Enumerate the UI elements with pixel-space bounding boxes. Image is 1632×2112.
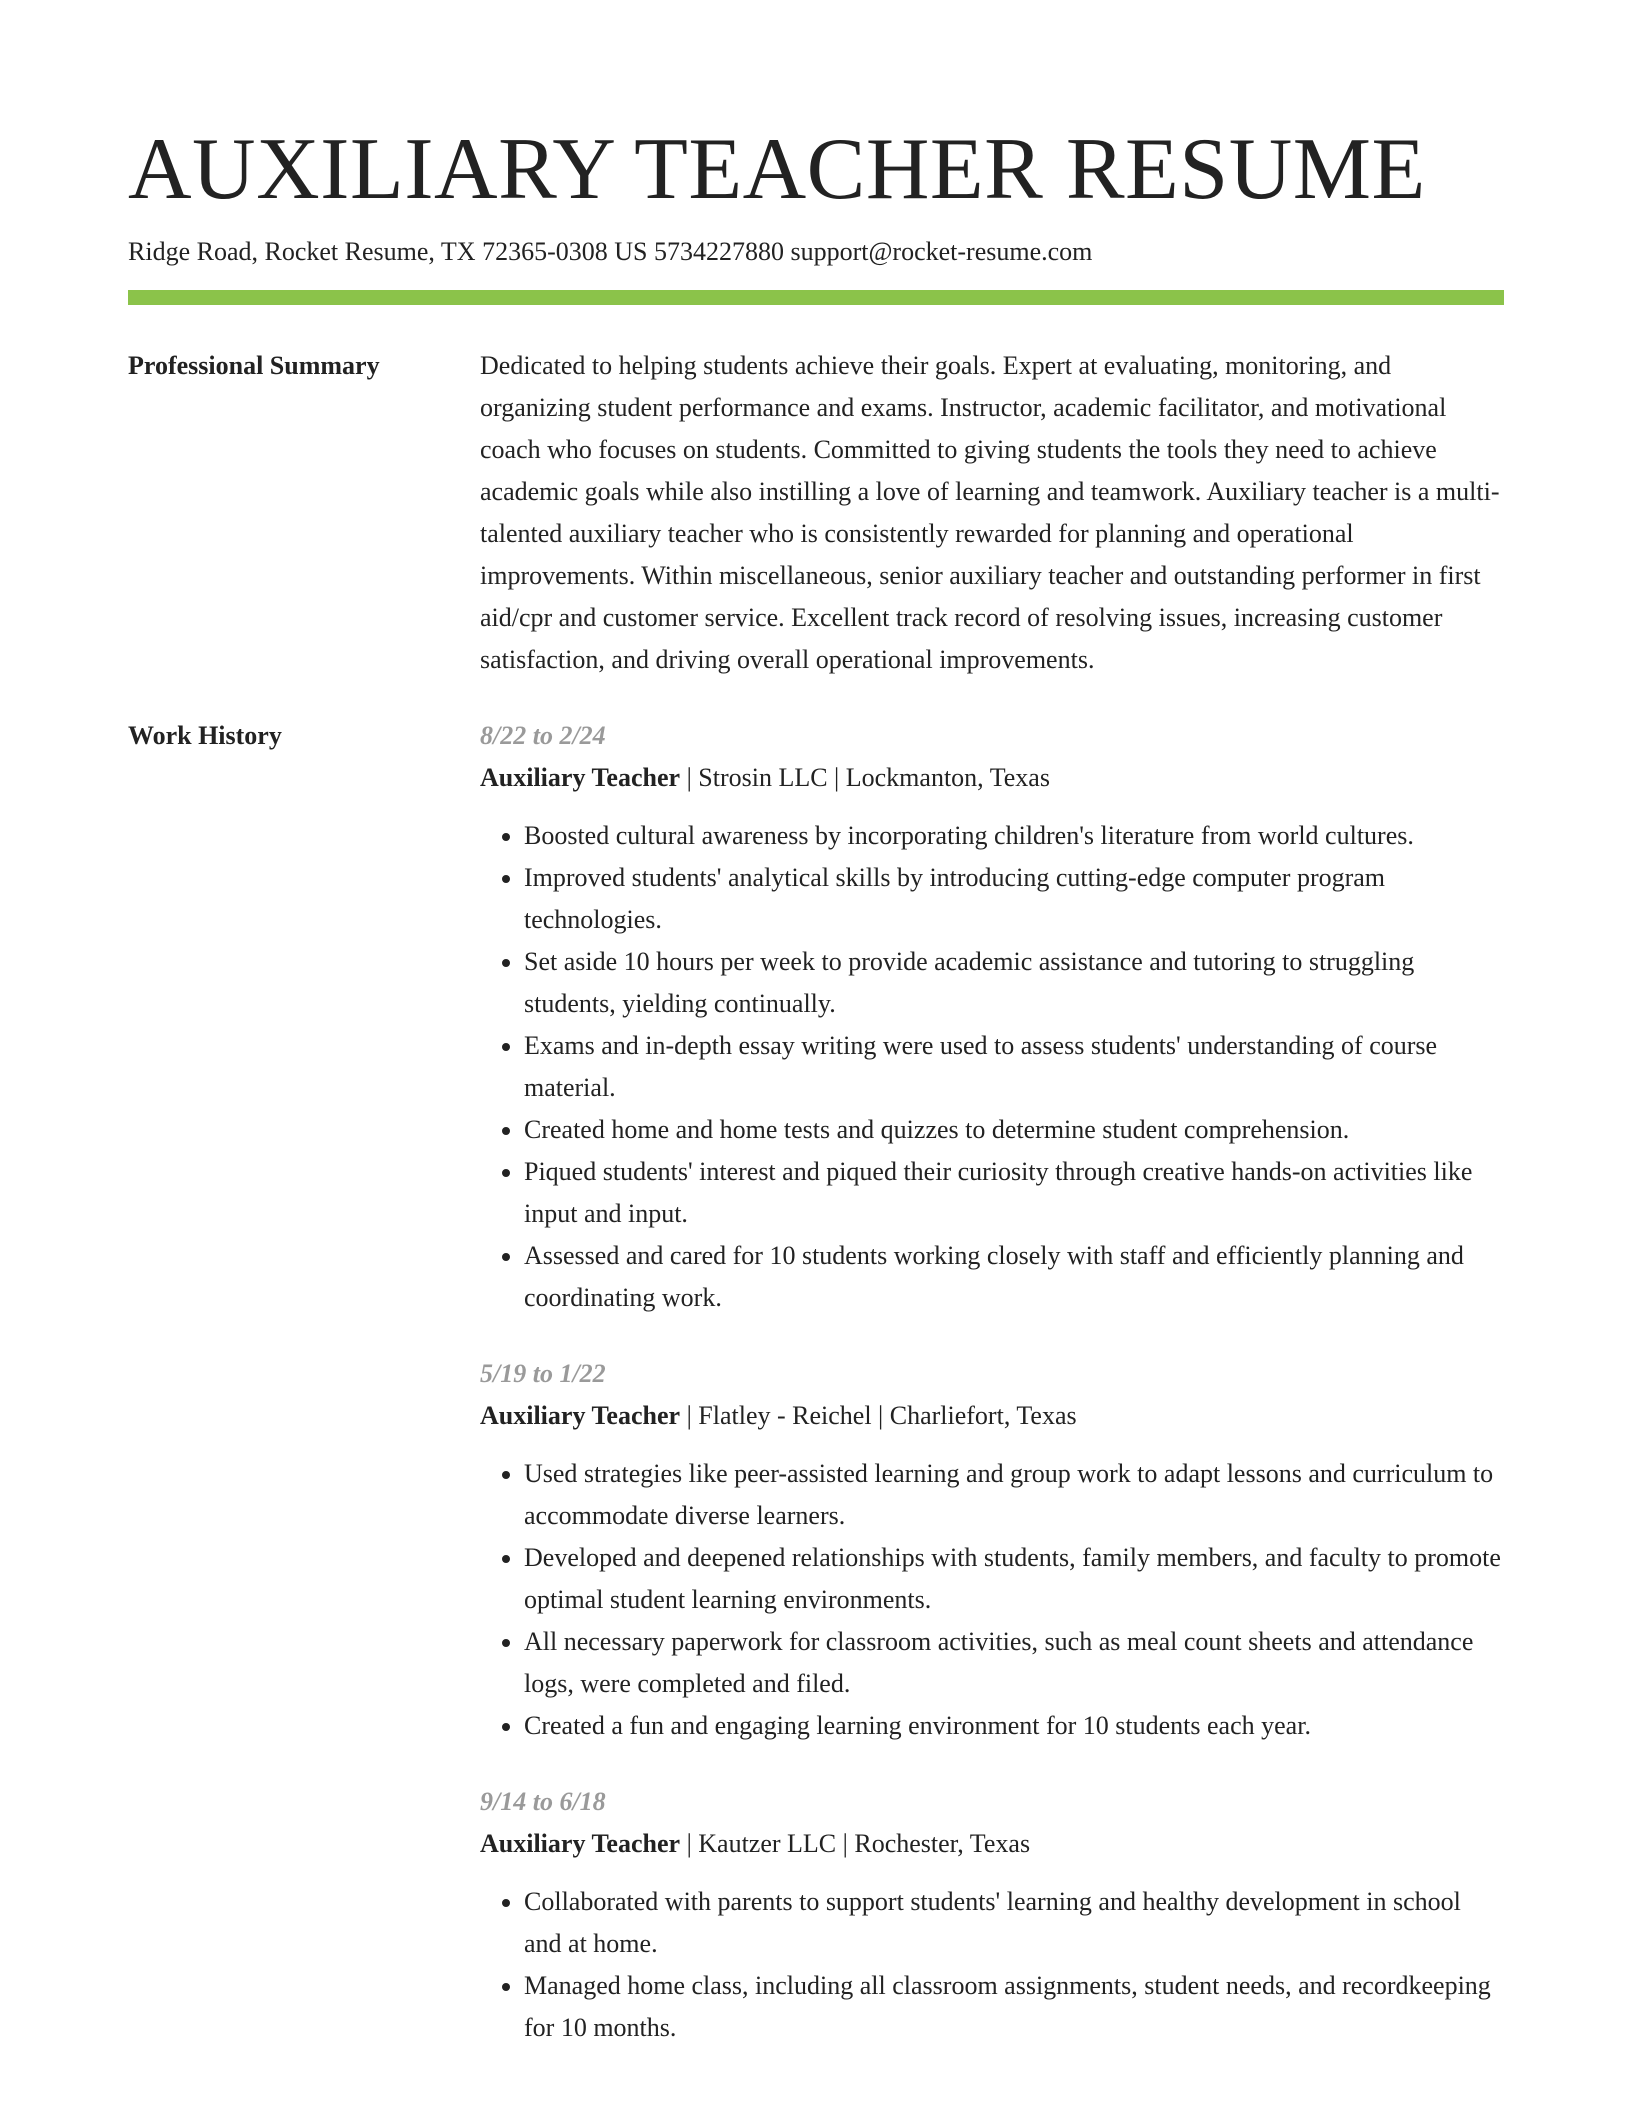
summary-text: Dedicated to helping students achieve their goals. Expert at evaluating, monitoring, and organizing student performance and exams. Instructor, academic facilitator, and motivational coach who focuses on students. Committed to giving students the tools they need to achieve academic goals while also instilling a love of learning and teamwork. Auxiliary teacher is a multi-talented auxiliary teacher who is consistently rewarded for planning and operational improvements. Within miscellaneous, senior auxiliary teacher and outstanding performer in first aid/cpr and customer service. Excellent track record of resolving issues, increasing customer satisfaction, and driving overall operational improvements. bbox=[480, 351, 1500, 674]
job-details: | Flatley - Reichel | Charliefort, Texas bbox=[680, 1401, 1077, 1430]
job-entry bbox=[480, 1781, 1504, 2049]
job-dates: 9/14 to 6/18 bbox=[480, 1787, 606, 1816]
job-bullet-list bbox=[480, 1881, 1504, 2049]
job-heading bbox=[480, 1823, 1504, 1865]
job-entry bbox=[480, 715, 1504, 1319]
job-bullet: • Piqued students' interest and piqued their curiosity through creative hands-on activities like input and input. bbox=[524, 1151, 1504, 1235]
header-divider bbox=[128, 290, 1504, 305]
job-bullet: • Boosted cultural awareness by incorporating children's literature from world cultures. bbox=[524, 815, 1504, 857]
job-heading bbox=[480, 757, 1504, 799]
job-bullet: • All necessary paperwork for classroom activities, such as meal count sheets and attendance logs, were completed and filed. bbox=[524, 1621, 1504, 1705]
job-bullet: • Improved students' analytical skills by introducing cutting-edge computer program technologies. bbox=[524, 857, 1504, 941]
job-bullet-list bbox=[480, 1453, 1504, 1747]
job-details: | Kautzer LLC | Rochester, Texas bbox=[680, 1829, 1031, 1858]
section-label-work-history: Work History bbox=[128, 721, 282, 750]
work-history-section bbox=[128, 715, 1504, 2083]
work-history-body bbox=[480, 715, 1504, 2083]
page-title: AUXILIARY TEACHER RESUME bbox=[128, 121, 1426, 218]
job-title: Auxiliary Teacher bbox=[480, 763, 681, 792]
job-bullet-list bbox=[480, 815, 1504, 1319]
resume-page bbox=[128, 118, 1504, 2083]
professional-summary-section bbox=[128, 345, 1504, 681]
job-bullet: • Set aside 10 hours per week to provide academic assistance and tutoring to struggling students, yielding continually. bbox=[524, 941, 1504, 1025]
section-label-summary: Professional Summary bbox=[128, 351, 380, 380]
job-entry bbox=[480, 1353, 1504, 1747]
job-bullet: • Used strategies like peer-assisted learning and group work to adapt lessons and curriculum to accommodate diverse learners. bbox=[524, 1453, 1504, 1537]
job-bullet: • Developed and deepened relationships with students, family members, and faculty to promote optimal student learning environments. bbox=[524, 1537, 1504, 1621]
job-bullet: • Exams and in-depth essay writing were used to assess students' understanding of course material. bbox=[524, 1025, 1504, 1109]
job-heading bbox=[480, 1395, 1504, 1437]
job-bullet: • Assessed and cared for 10 students working closely with staff and efficiently planning and coordinating work. bbox=[524, 1235, 1504, 1319]
job-title: Auxiliary Teacher bbox=[480, 1829, 681, 1858]
job-dates: 5/19 to 1/22 bbox=[480, 1359, 606, 1388]
job-title: Auxiliary Teacher bbox=[480, 1401, 681, 1430]
job-bullet: • Collaborated with parents to support students' learning and healthy development in school and at home. bbox=[524, 1881, 1504, 1965]
job-bullet: • Created a fun and engaging learning environment for 10 students each year. bbox=[524, 1705, 1504, 1747]
job-bullet: • Managed home class, including all classroom assignments, student needs, and recordkeeping for 10 months. bbox=[524, 1965, 1504, 2049]
job-bullet: • Created home and home tests and quizzes to determine student comprehension. bbox=[524, 1109, 1504, 1151]
contact-line: Ridge Road, Rocket Resume, TX 72365-0308 US 5734227880 support@rocket-resume.com bbox=[128, 237, 1093, 266]
summary-body bbox=[480, 345, 1504, 681]
job-details: | Strosin LLC | Lockmanton, Texas bbox=[680, 763, 1050, 792]
job-dates: 8/22 to 2/24 bbox=[480, 721, 606, 750]
